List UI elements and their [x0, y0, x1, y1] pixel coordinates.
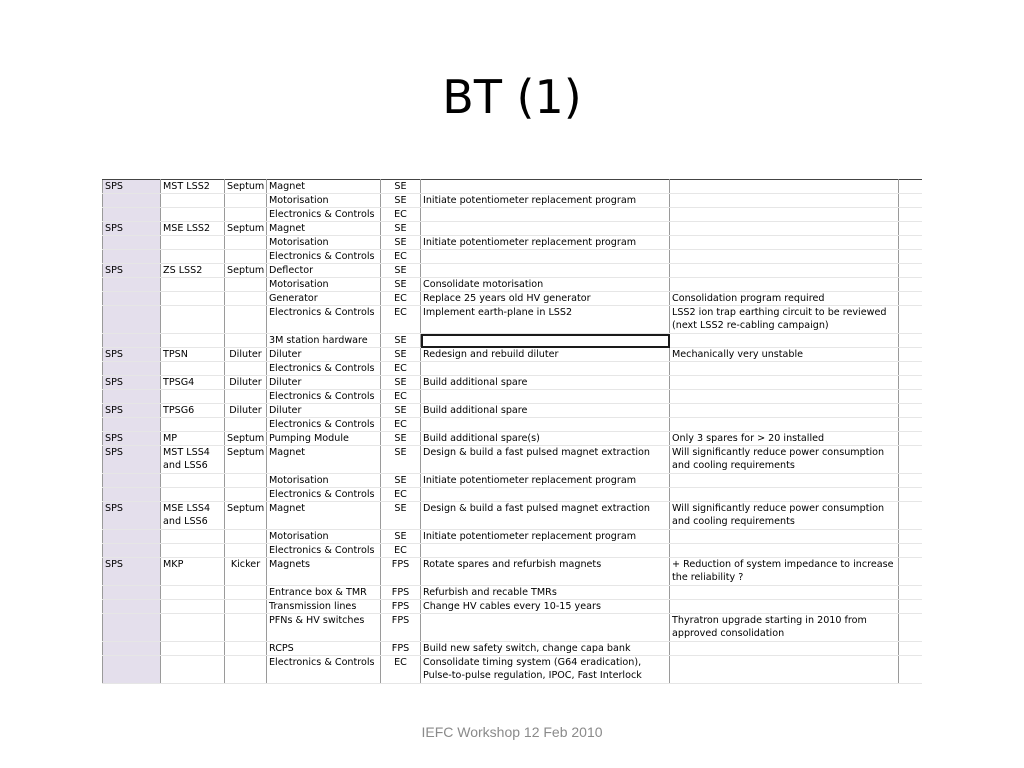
cell-equipment[interactable]	[161, 250, 225, 264]
cell-type[interactable]: Diluter	[225, 376, 267, 390]
cell-group[interactable]: SE	[381, 530, 421, 544]
table-row	[103, 348, 923, 362]
cell-machine[interactable]	[103, 306, 161, 334]
cell-extra[interactable]	[899, 376, 923, 390]
table-row	[103, 642, 923, 656]
cell-type[interactable]	[225, 656, 267, 684]
cell-subsystem[interactable]: RCPS	[267, 642, 381, 656]
cell-action[interactable]: Initiate potentiometer replacement program	[421, 194, 670, 208]
cell-subsystem[interactable]: Generator	[267, 292, 381, 306]
cell-action[interactable]	[421, 334, 670, 348]
cell-action[interactable]	[421, 362, 670, 376]
cell-machine[interactable]	[103, 586, 161, 600]
cell-equipment[interactable]	[161, 306, 225, 334]
cell-subsystem[interactable]: Electronics & Controls	[267, 418, 381, 432]
cell-extra[interactable]	[899, 334, 923, 348]
cell-subsystem[interactable]: Diluter	[267, 348, 381, 362]
cell-machine[interactable]: SPS	[103, 264, 161, 278]
cell-group[interactable]: FPS	[381, 586, 421, 600]
cell-machine[interactable]	[103, 656, 161, 684]
cell-group[interactable]: EC	[381, 488, 421, 502]
cell-action[interactable]: Redesign and rebuild diluter	[421, 348, 670, 362]
cell-extra[interactable]	[899, 278, 923, 292]
cell-equipment[interactable]	[161, 208, 225, 222]
cell-extra[interactable]	[899, 530, 923, 544]
cell-remark[interactable]	[670, 488, 899, 502]
cell-machine[interactable]	[103, 236, 161, 250]
cell-machine[interactable]: SPS	[103, 222, 161, 236]
cell-type[interactable]	[225, 236, 267, 250]
cell-extra[interactable]	[899, 432, 923, 446]
cell-equipment[interactable]	[161, 236, 225, 250]
table-row	[103, 474, 923, 488]
cell-group[interactable]: SE	[381, 222, 421, 236]
cell-subsystem[interactable]: Electronics & Controls	[267, 208, 381, 222]
cell-group[interactable]: SE	[381, 404, 421, 418]
cell-type[interactable]	[225, 292, 267, 306]
cell-equipment[interactable]: ZS LSS2	[161, 264, 225, 278]
cell-extra[interactable]	[899, 600, 923, 614]
cell-equipment[interactable]: MST LSS2	[161, 180, 225, 194]
cell-subsystem[interactable]: Motorisation	[267, 194, 381, 208]
cell-group[interactable]: FPS	[381, 642, 421, 656]
cell-extra[interactable]	[899, 558, 923, 586]
cell-subsystem[interactable]: Diluter	[267, 376, 381, 390]
cell-type[interactable]	[225, 362, 267, 376]
table-row	[103, 292, 923, 306]
cell-equipment[interactable]	[161, 278, 225, 292]
cell-subsystem[interactable]: Magnet	[267, 446, 381, 474]
cell-group[interactable]: SE	[381, 264, 421, 278]
table-row	[103, 446, 923, 474]
cell-type[interactable]: Septum	[225, 446, 267, 474]
cell-machine[interactable]	[103, 530, 161, 544]
cell-machine[interactable]	[103, 334, 161, 348]
cell-machine[interactable]: SPS	[103, 432, 161, 446]
cell-group[interactable]: EC	[381, 250, 421, 264]
cell-group[interactable]: SE	[381, 334, 421, 348]
cell-type[interactable]	[225, 194, 267, 208]
table-row	[103, 558, 923, 586]
cell-remark[interactable]	[670, 278, 899, 292]
cell-equipment[interactable]: TPSG6	[161, 404, 225, 418]
cell-equipment[interactable]: MSE LSS4 and LSS6	[161, 502, 225, 530]
cell-group[interactable]: FPS	[381, 600, 421, 614]
cell-group[interactable]: SE	[381, 194, 421, 208]
cell-subsystem[interactable]: Motorisation	[267, 474, 381, 488]
cell-remark[interactable]	[670, 194, 899, 208]
cell-machine[interactable]	[103, 208, 161, 222]
cell-extra[interactable]	[899, 180, 923, 194]
cell-group[interactable]: FPS	[381, 614, 421, 642]
cell-subsystem[interactable]: Electronics & Controls	[267, 250, 381, 264]
cell-machine[interactable]	[103, 390, 161, 404]
table-row	[103, 362, 923, 376]
cell-machine[interactable]	[103, 278, 161, 292]
cell-machine[interactable]	[103, 544, 161, 558]
cell-extra[interactable]	[899, 194, 923, 208]
cell-extra[interactable]	[899, 642, 923, 656]
cell-equipment[interactable]	[161, 544, 225, 558]
cell-equipment[interactable]	[161, 530, 225, 544]
table-row	[103, 614, 923, 642]
cell-group[interactable]: EC	[381, 656, 421, 684]
slide-footer: IEFC Workshop 12 Feb 2010	[421, 724, 603, 740]
cell-subsystem[interactable]: Motorisation	[267, 236, 381, 250]
cell-extra[interactable]	[899, 446, 923, 474]
cell-remark[interactable]	[670, 334, 899, 348]
cell-group[interactable]: EC	[381, 292, 421, 306]
cell-machine[interactable]	[103, 194, 161, 208]
cell-type[interactable]	[225, 390, 267, 404]
cell-action[interactable]: Design & build a fast pulsed magnet extraction	[421, 502, 670, 530]
cell-extra[interactable]	[899, 236, 923, 250]
cell-action[interactable]	[421, 180, 670, 194]
table-row	[103, 502, 923, 530]
cell-remark[interactable]	[670, 208, 899, 222]
cell-action[interactable]	[421, 250, 670, 264]
cell-action[interactable]	[421, 544, 670, 558]
cell-remark[interactable]	[670, 250, 899, 264]
cell-group[interactable]: SE	[381, 278, 421, 292]
cell-extra[interactable]	[899, 502, 923, 530]
cell-type[interactable]: Kicker	[225, 558, 267, 586]
cell-equipment[interactable]: MSE LSS2	[161, 222, 225, 236]
cell-equipment[interactable]	[161, 642, 225, 656]
table-row	[103, 180, 923, 194]
table-row	[103, 600, 923, 614]
cell-type[interactable]	[225, 530, 267, 544]
cell-group[interactable]: EC	[381, 390, 421, 404]
cell-action[interactable]	[421, 418, 670, 432]
cell-equipment[interactable]	[161, 656, 225, 684]
cell-remark[interactable]	[670, 264, 899, 278]
cell-group[interactable]: SE	[381, 180, 421, 194]
cell-action[interactable]: Build additional spare(s)	[421, 432, 670, 446]
cell-group[interactable]: EC	[381, 362, 421, 376]
cell-action[interactable]: Build additional spare	[421, 376, 670, 390]
cell-type[interactable]	[225, 306, 267, 334]
cell-remark[interactable]	[670, 656, 899, 684]
cell-action[interactable]: Initiate potentiometer replacement program	[421, 474, 670, 488]
cell-equipment[interactable]	[161, 474, 225, 488]
cell-machine[interactable]: SPS	[103, 348, 161, 362]
cell-machine[interactable]	[103, 488, 161, 502]
cell-remark[interactable]	[670, 642, 899, 656]
table-row	[103, 488, 923, 502]
cell-remark[interactable]	[670, 474, 899, 488]
cell-type[interactable]	[225, 600, 267, 614]
table-row	[103, 432, 923, 446]
cell-extra[interactable]	[899, 586, 923, 600]
cell-group[interactable]: SE	[381, 474, 421, 488]
bt-table-body	[103, 180, 923, 684]
cell-extra[interactable]	[899, 474, 923, 488]
cell-type[interactable]: Septum	[225, 264, 267, 278]
cell-subsystem[interactable]: PFNs & HV switches	[267, 614, 381, 642]
cell-machine[interactable]	[103, 362, 161, 376]
cell-group[interactable]: EC	[381, 418, 421, 432]
cell-subsystem[interactable]: Diluter	[267, 404, 381, 418]
cell-subsystem[interactable]: Electronics & Controls	[267, 362, 381, 376]
cell-remark[interactable]	[670, 544, 899, 558]
cell-subsystem[interactable]: Motorisation	[267, 278, 381, 292]
cell-machine[interactable]	[103, 642, 161, 656]
cell-equipment[interactable]	[161, 600, 225, 614]
cell-subsystem[interactable]: Transmission lines	[267, 600, 381, 614]
cell-equipment[interactable]	[161, 334, 225, 348]
cell-action[interactable]: Rotate spares and refurbish magnets	[421, 558, 670, 586]
cell-machine[interactable]: SPS	[103, 502, 161, 530]
cell-extra[interactable]	[899, 614, 923, 642]
cell-equipment[interactable]	[161, 390, 225, 404]
cell-type[interactable]	[225, 208, 267, 222]
table-row	[103, 586, 923, 600]
cell-remark[interactable]	[670, 600, 899, 614]
cell-extra[interactable]	[899, 390, 923, 404]
cell-machine[interactable]	[103, 418, 161, 432]
cell-subsystem[interactable]: Deflector	[267, 264, 381, 278]
cell-equipment[interactable]: TPSG4	[161, 376, 225, 390]
cell-equipment[interactable]	[161, 614, 225, 642]
cell-equipment[interactable]	[161, 362, 225, 376]
cell-group[interactable]: SE	[381, 446, 421, 474]
cell-type[interactable]	[225, 586, 267, 600]
cell-extra[interactable]	[899, 306, 923, 334]
cell-extra[interactable]	[899, 250, 923, 264]
cell-action[interactable]: Build additional spare	[421, 404, 670, 418]
table-row	[103, 222, 923, 236]
cell-remark[interactable]	[670, 222, 899, 236]
cell-action[interactable]	[421, 390, 670, 404]
cell-remark[interactable]: LSS2 ion trap earthing circuit to be reviewed (next LSS2 re-cabling campaign)	[670, 306, 899, 334]
table-row	[103, 544, 923, 558]
table-row	[103, 236, 923, 250]
cell-subsystem[interactable]: Electronics & Controls	[267, 488, 381, 502]
cell-extra[interactable]	[899, 362, 923, 376]
cell-type[interactable]	[225, 642, 267, 656]
cell-group[interactable]: SE	[381, 502, 421, 530]
cell-group[interactable]: SE	[381, 236, 421, 250]
cell-equipment[interactable]	[161, 418, 225, 432]
cell-remark[interactable]	[670, 404, 899, 418]
table-row	[103, 390, 923, 404]
cell-machine[interactable]: SPS	[103, 180, 161, 194]
cell-subsystem[interactable]: Magnets	[267, 558, 381, 586]
cell-group[interactable]: SE	[381, 348, 421, 362]
cell-subsystem[interactable]: Pumping Module	[267, 432, 381, 446]
cell-remark[interactable]: Thyratron upgrade starting in 2010 from approved consolidation	[670, 614, 899, 642]
cell-extra[interactable]	[899, 208, 923, 222]
table-row	[103, 656, 923, 684]
cell-machine[interactable]: SPS	[103, 446, 161, 474]
cell-action[interactable]: Consolidate timing system (G64 eradication), Pulse-to-pulse regulation, IPOC, Fast Interlock	[421, 656, 670, 684]
cell-action[interactable]: Build new safety switch, change capa bank	[421, 642, 670, 656]
cell-machine[interactable]: SPS	[103, 558, 161, 586]
cell-remark[interactable]	[670, 376, 899, 390]
cell-equipment[interactable]: MKP	[161, 558, 225, 586]
slide-title: BT (1)	[442, 70, 582, 124]
cell-action[interactable]	[421, 222, 670, 236]
cell-machine[interactable]: SPS	[103, 376, 161, 390]
cell-action[interactable]: Change HV cables every 10-15 years	[421, 600, 670, 614]
cell-extra[interactable]	[899, 544, 923, 558]
bt-table-container	[102, 179, 922, 687]
cell-equipment[interactable]: TPSN	[161, 348, 225, 362]
table-row	[103, 250, 923, 264]
cell-type[interactable]: Septum	[225, 180, 267, 194]
cell-group[interactable]: EC	[381, 544, 421, 558]
cell-subsystem[interactable]: Electronics & Controls	[267, 306, 381, 334]
cell-equipment[interactable]	[161, 488, 225, 502]
table-row	[103, 376, 923, 390]
cell-machine[interactable]	[103, 250, 161, 264]
cell-remark[interactable]: Consolidation program required	[670, 292, 899, 306]
cell-machine[interactable]	[103, 614, 161, 642]
cell-type[interactable]	[225, 488, 267, 502]
cell-subsystem[interactable]: Magnet	[267, 502, 381, 530]
cell-type[interactable]: Septum	[225, 502, 267, 530]
cell-type[interactable]: Septum	[225, 222, 267, 236]
cell-action[interactable]: Consolidate motorisation	[421, 278, 670, 292]
cell-type[interactable]	[225, 544, 267, 558]
table-row	[103, 404, 923, 418]
cell-action[interactable]: Design & build a fast pulsed magnet extraction	[421, 446, 670, 474]
cell-subsystem[interactable]: Magnet	[267, 180, 381, 194]
cell-group[interactable]: SE	[381, 376, 421, 390]
cell-subsystem[interactable]: Electronics & Controls	[267, 544, 381, 558]
cell-remark[interactable]	[670, 418, 899, 432]
cell-subsystem[interactable]: Entrance box & TMR	[267, 586, 381, 600]
cell-machine[interactable]	[103, 600, 161, 614]
cell-machine[interactable]: SPS	[103, 404, 161, 418]
cell-extra[interactable]	[899, 404, 923, 418]
cell-extra[interactable]	[899, 488, 923, 502]
cell-remark[interactable]	[670, 586, 899, 600]
cell-subsystem[interactable]: Motorisation	[267, 530, 381, 544]
cell-remark[interactable]	[670, 236, 899, 250]
cell-remark[interactable]	[670, 362, 899, 376]
bt-table	[102, 179, 922, 684]
cell-type[interactable]	[225, 334, 267, 348]
cell-machine[interactable]	[103, 474, 161, 488]
cell-subsystem[interactable]: Electronics & Controls	[267, 656, 381, 684]
cell-remark[interactable]	[670, 390, 899, 404]
cell-subsystem[interactable]: Magnet	[267, 222, 381, 236]
table-row	[103, 278, 923, 292]
cell-machine[interactable]	[103, 292, 161, 306]
cell-remark[interactable]: Will significantly reduce power consumption and cooling requirements	[670, 446, 899, 474]
cell-type[interactable]	[225, 418, 267, 432]
cell-subsystem[interactable]: 3M station hardware	[267, 334, 381, 348]
cell-extra[interactable]	[899, 418, 923, 432]
cell-equipment[interactable]	[161, 194, 225, 208]
cell-extra[interactable]	[899, 656, 923, 684]
cell-group[interactable]: EC	[381, 306, 421, 334]
table-row	[103, 334, 923, 348]
cell-equipment[interactable]	[161, 292, 225, 306]
cell-group[interactable]: FPS	[381, 558, 421, 586]
cell-extra[interactable]	[899, 222, 923, 236]
cell-equipment[interactable]	[161, 586, 225, 600]
cell-type[interactable]	[225, 474, 267, 488]
cell-type[interactable]	[225, 614, 267, 642]
cell-equipment[interactable]: MST LSS4 and LSS6	[161, 446, 225, 474]
cell-action[interactable]: Refurbish and recable TMRs	[421, 586, 670, 600]
cell-type[interactable]: Diluter	[225, 348, 267, 362]
table-row	[103, 264, 923, 278]
cell-remark[interactable]	[670, 530, 899, 544]
cell-extra[interactable]	[899, 292, 923, 306]
cell-remark[interactable]: Will significantly reduce power consumption and cooling requirements	[670, 502, 899, 530]
cell-type[interactable]	[225, 278, 267, 292]
cell-action[interactable]	[421, 614, 670, 642]
table-row	[103, 418, 923, 432]
cell-equipment[interactable]: MP	[161, 432, 225, 446]
table-row	[103, 194, 923, 208]
cell-remark[interactable]: Only 3 spares for > 20 installed	[670, 432, 899, 446]
cell-group[interactable]: SE	[381, 432, 421, 446]
table-row	[103, 530, 923, 544]
cell-action[interactable]	[421, 208, 670, 222]
cell-group[interactable]: EC	[381, 208, 421, 222]
table-row	[103, 208, 923, 222]
cell-subsystem[interactable]: Electronics & Controls	[267, 390, 381, 404]
cell-type[interactable]	[225, 250, 267, 264]
cell-action[interactable]: Initiate potentiometer replacement program	[421, 530, 670, 544]
cell-extra[interactable]	[899, 264, 923, 278]
table-row	[103, 306, 923, 334]
cell-type[interactable]: Septum	[225, 432, 267, 446]
cell-remark[interactable]: Mechanically very unstable	[670, 348, 899, 362]
cell-extra[interactable]	[899, 348, 923, 362]
cell-remark[interactable]: + Reduction of system impedance to increase the reliability ?	[670, 558, 899, 586]
cell-remark[interactable]	[670, 180, 899, 194]
cell-action[interactable]: Replace 25 years old HV generator	[421, 292, 670, 306]
cell-action[interactable]	[421, 264, 670, 278]
cell-action[interactable]: Implement earth-plane in LSS2	[421, 306, 670, 334]
cell-action[interactable]: Initiate potentiometer replacement program	[421, 236, 670, 250]
cell-action[interactable]	[421, 488, 670, 502]
cell-type[interactable]: Diluter	[225, 404, 267, 418]
